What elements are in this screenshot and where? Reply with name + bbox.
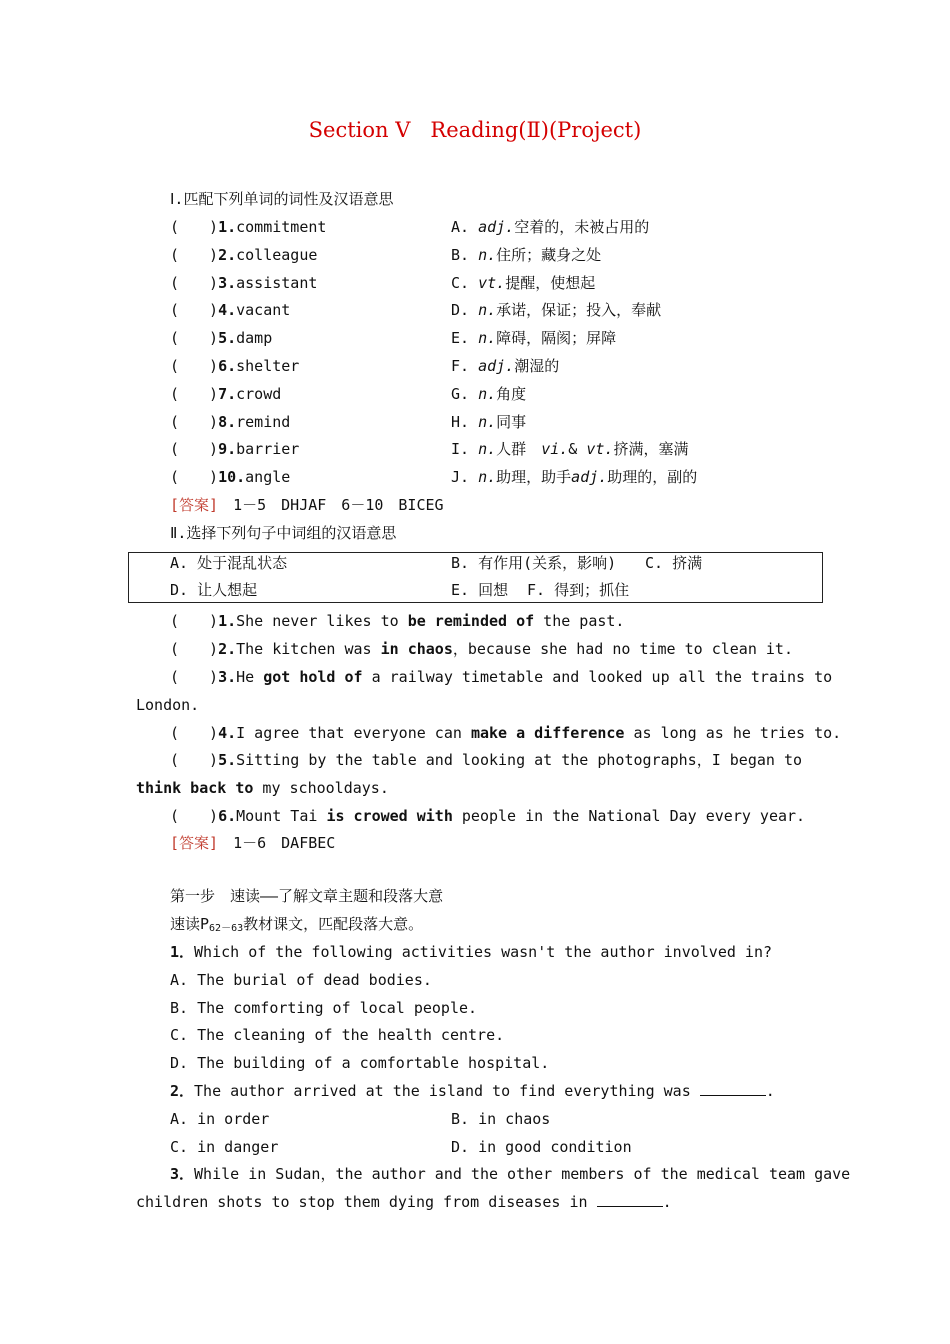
answer-blank: ( ) (170, 385, 219, 403)
item-word: crowd (236, 385, 282, 403)
match-item (170, 216, 326, 238)
item-word: remind (236, 413, 291, 431)
answer-blank: ( ) (170, 724, 219, 742)
meaning-text: 提醒，使想起 (505, 274, 596, 292)
sentence-text: ，because she had no time to clean it. (452, 640, 793, 658)
sentence-5-cont (136, 777, 389, 799)
sentence-num: 4. (218, 724, 237, 742)
meaning-text: 承诺，保证；投入，奉献 (496, 301, 662, 319)
part1-heading: Ⅰ.匹配下列单词的词性及汉语意思 (170, 190, 394, 208)
meaning-text: 障碍，隔阂；屏障 (496, 329, 617, 347)
question-num: 3． (170, 1165, 195, 1183)
meaning-pos: n. (478, 440, 497, 458)
meaning-pos: adj. (478, 357, 515, 375)
item-num: 7. (218, 385, 237, 403)
meaning-pos: n. (478, 413, 497, 431)
match-meaning (451, 299, 661, 321)
q1-option-c: C. The cleaning of the health centre. (170, 1026, 505, 1044)
meaning-pos: n. (478, 385, 497, 403)
instr-pages: 62－63 (209, 923, 244, 934)
fill-blank[interactable] (597, 1192, 663, 1207)
answer-blank: ( ) (170, 218, 219, 236)
item-word: colleague (236, 246, 318, 264)
option-a: A. 处于混乱状态 (170, 554, 288, 572)
item-word: vacant (236, 301, 291, 319)
match-item (170, 272, 317, 294)
meaning-text: 人群 (496, 440, 527, 458)
sentence-num: 2. (218, 640, 237, 658)
meaning-text: 助理的，副的 (607, 468, 698, 486)
instr-text: 速读P (170, 915, 210, 933)
sentence-phrase: got hold of (263, 668, 363, 686)
meaning-letter: E. (451, 329, 470, 347)
sentence-num: 6. (218, 807, 237, 825)
fill-blank[interactable] (700, 1081, 766, 1096)
item-num: 1. (218, 218, 237, 236)
sentence-phrase: make a difference (470, 724, 625, 742)
option-c: C. 挤满 (645, 554, 703, 572)
question-text: The author arrived at the island to find everything was (194, 1082, 700, 1100)
instr-text: 教材课文，匹配段落大意。 (243, 915, 424, 933)
question-3 (170, 1163, 850, 1185)
meaning-pos: n. (478, 329, 497, 347)
match-item (170, 411, 290, 433)
meaning-text: 挤满，塞满 (613, 440, 689, 458)
answer-blank: ( ) (170, 329, 219, 347)
match-item (170, 383, 281, 405)
match-meaning (451, 244, 601, 266)
item-num: 3. (218, 274, 237, 292)
meaning-letter: G. (451, 385, 470, 403)
answer-blank: ( ) (170, 612, 219, 630)
answer-label: [答案] (170, 834, 219, 852)
q1-option-a: A. The burial of dead bodies. (170, 971, 432, 989)
answer-blank: ( ) (170, 357, 219, 375)
meaning-letter: J. (451, 468, 470, 486)
option-e: E. 回想 (451, 581, 509, 599)
answer-blank: ( ) (170, 301, 219, 319)
meaning-text: 潮湿的 (514, 357, 560, 375)
sentence-text: a railway timetable and looked up all the trains to (362, 668, 833, 686)
sentence-3-cont: London. (136, 696, 200, 714)
answer-text: 1－5 DHJAF 6－10 BICEG (233, 496, 444, 514)
sentence-text: Mount Tai (236, 807, 327, 825)
sentence-text: I agree that everyone can (236, 724, 471, 742)
title-section: Section Ⅴ (308, 118, 411, 142)
question-3-cont: children shots to stop them dying from diseases in . (136, 1193, 672, 1211)
sentence-text: The kitchen was (236, 640, 381, 658)
sentence-2 (170, 638, 793, 660)
item-word: barrier (236, 440, 300, 458)
meaning-letter: D. (451, 301, 470, 319)
answer-blank: ( ) (170, 246, 219, 264)
match-meaning (451, 272, 595, 294)
sentence-text: my schooldays. (253, 779, 389, 797)
meaning-pos: n. (478, 246, 497, 264)
meaning-pos: vi. (541, 440, 569, 458)
answer-blank: ( ) (170, 440, 219, 458)
item-num: 4. (218, 301, 237, 319)
answer-blank: ( ) (170, 274, 219, 292)
answer-blank: ( ) (170, 468, 219, 486)
sentence-5 (170, 749, 802, 771)
sentence-3 (170, 666, 832, 688)
question-num: 2． (170, 1082, 195, 1100)
meaning-text: 空着的，未被占用的 (514, 218, 650, 236)
page-title (0, 118, 950, 142)
match-meaning (451, 411, 526, 433)
match-item (170, 466, 290, 488)
item-word: damp (236, 329, 273, 347)
match-item (170, 244, 317, 266)
sentence-phrase: is crowed with (326, 807, 453, 825)
meaning-amp: & (568, 440, 578, 458)
meaning-pos: vt. (586, 440, 614, 458)
q2-option-b: B. in chaos (451, 1110, 551, 1128)
question-num: 1． (170, 943, 195, 961)
item-word: shelter (236, 357, 300, 375)
item-word: commitment (236, 218, 327, 236)
answer-blank: ( ) (170, 640, 219, 658)
part2-answer (170, 832, 335, 854)
sentence-phrase: think back to (136, 779, 254, 797)
sentence-text: as long as he tries to. (624, 724, 842, 742)
sentence-num: 1. (218, 612, 237, 630)
meaning-letter: A. (451, 218, 470, 236)
match-meaning (451, 355, 559, 377)
meaning-letter: C. (451, 274, 470, 292)
answer-blank: ( ) (170, 807, 219, 825)
match-meaning (451, 327, 616, 349)
part2-heading: Ⅱ.选择下列句子中词组的汉语意思 (170, 524, 397, 542)
q2-option-c: C. in danger (170, 1138, 279, 1156)
title-reading: Reading(Ⅱ)(Project) (430, 118, 642, 142)
sentence-1 (170, 610, 624, 632)
match-item (170, 327, 272, 349)
meaning-letter: I. (451, 440, 470, 458)
match-item (170, 438, 299, 460)
meaning-letter: F. (451, 357, 470, 375)
q1-option-d: D. The building of a comfortable hospital. (170, 1054, 550, 1072)
match-meaning (451, 438, 688, 460)
meaning-letter: B. (451, 246, 470, 264)
meaning-text: 助理，助手 (496, 468, 572, 486)
meaning-pos: n. (478, 301, 497, 319)
meaning-pos: adj. (478, 218, 515, 236)
option-f: F. 得到；抓住 (527, 581, 630, 599)
sentence-text: He (236, 668, 264, 686)
sentence-6 (170, 805, 805, 827)
question-text: While in Sudan，the author and the other members of the medical team gave (194, 1165, 851, 1183)
meaning-text: 同事 (496, 413, 527, 431)
sentence-text: She never likes to (236, 612, 408, 630)
option-b: B. 有作用(关系，影响) (451, 554, 617, 572)
match-meaning (451, 383, 526, 405)
answer-blank: ( ) (170, 751, 219, 769)
item-num: 10. (218, 468, 246, 486)
sentence-text: people in the National Day every year. (452, 807, 806, 825)
q2-option-d: D. in good condition (451, 1138, 632, 1156)
meaning-pos: adj. (571, 468, 608, 486)
question-text: Which of the following activities wasn't the author involved in? (194, 943, 772, 961)
option-d: D. 让人想起 (170, 581, 258, 599)
meaning-letter: H. (451, 413, 470, 431)
part1-answer (170, 494, 444, 516)
meaning-text: 角度 (496, 385, 527, 403)
sentence-num: 5. (218, 751, 237, 769)
item-word: angle (245, 468, 291, 486)
item-num: 9. (218, 440, 237, 458)
match-meaning (451, 216, 649, 238)
match-item (170, 299, 290, 321)
item-num: 2. (218, 246, 237, 264)
sentence-phrase: in chaos (380, 640, 453, 658)
sentence-num: 3. (218, 668, 237, 686)
meaning-text: 住所；藏身之处 (496, 246, 602, 264)
answer-blank: ( ) (170, 668, 219, 686)
meaning-pos: vt. (478, 274, 506, 292)
meaning-pos: n. (478, 468, 497, 486)
item-num: 5. (218, 329, 237, 347)
step1-heading: 第一步 速读——了解文章主题和段落大意 (170, 887, 444, 905)
question-1 (170, 941, 772, 963)
answer-blank: ( ) (170, 413, 219, 431)
q2-option-a: A. in order (170, 1110, 270, 1128)
item-num: 8. (218, 413, 237, 431)
sentence-4 (170, 722, 841, 744)
sentence-text: Sitting by the table and looking at the photographs，I began to (236, 751, 803, 769)
item-num: 6. (218, 357, 237, 375)
question-2: 2．The author arrived at the island to find everything was . (170, 1082, 775, 1100)
step1-instruction (170, 913, 423, 940)
match-meaning (451, 466, 697, 488)
question-text: children shots to stop them dying from diseases in (136, 1193, 597, 1211)
q1-option-b: B. The comforting of local people. (170, 999, 478, 1017)
answer-text: 1－6 DAFBEC (233, 834, 336, 852)
item-word: assistant (236, 274, 318, 292)
answer-label: [答案] (170, 496, 219, 514)
match-item (170, 355, 299, 377)
sentence-phrase: be reminded of (407, 612, 535, 630)
sentence-text: the past. (534, 612, 625, 630)
